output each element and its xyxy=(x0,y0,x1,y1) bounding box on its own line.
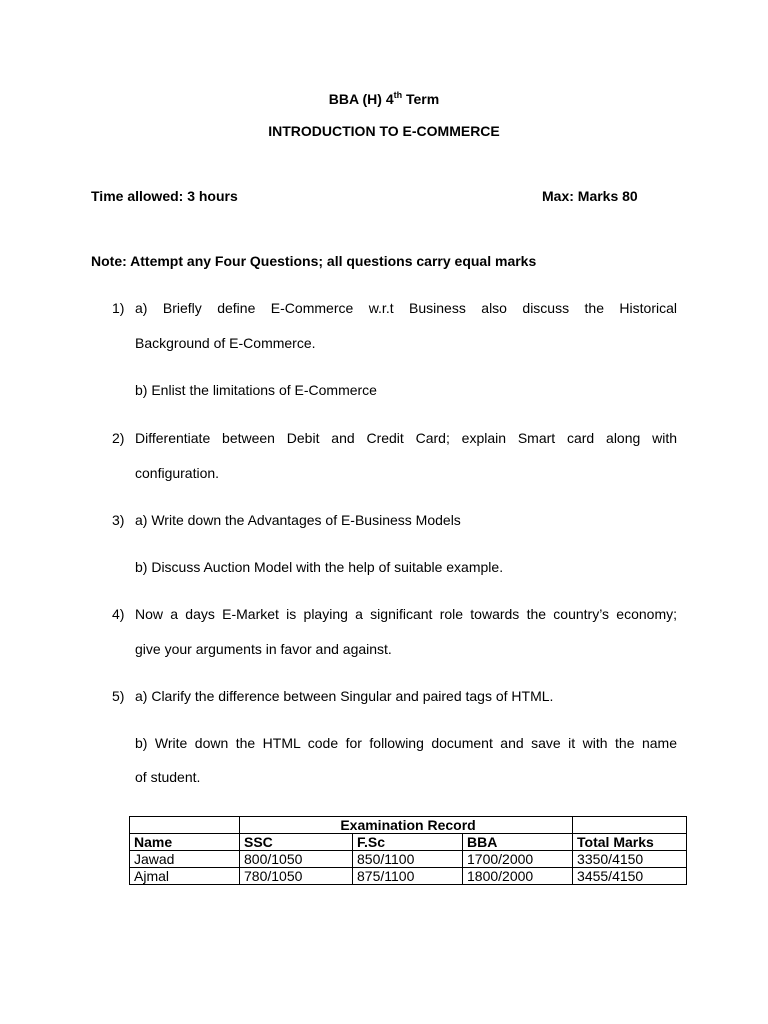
table-cell: 800/1050 xyxy=(240,851,353,868)
question-5b-line-2: of student. xyxy=(135,769,201,785)
course-superscript: th xyxy=(393,90,403,100)
table-header-cell: Total Marks xyxy=(573,834,687,851)
question-3b: b) Discuss Auction Model with the help of suitable example. xyxy=(135,559,504,575)
table-row xyxy=(130,851,687,868)
table-cell: 1700/2000 xyxy=(463,851,573,868)
question-5b-line-1: b) Write down the HTML code for following document and save it with the name xyxy=(135,735,677,751)
table-caption: Examination Record xyxy=(240,817,573,834)
question-1-number: 1) xyxy=(112,300,125,316)
table-cell: 3455/4150 xyxy=(573,868,687,885)
question-3a: a) Write down the Advantages of E-Business Models xyxy=(135,512,461,528)
table-caption-blank-cell xyxy=(573,817,687,834)
question-4-line-2: give your arguments in favor and against. xyxy=(135,641,392,657)
table-cell: 1800/2000 xyxy=(463,868,573,885)
question-5-number: 5) xyxy=(112,688,125,704)
table-caption-row xyxy=(130,817,687,834)
table-header-cell: F.Sc xyxy=(353,834,463,851)
table-cell: 875/1100 xyxy=(353,868,463,885)
question-1b: b) Enlist the limitations of E-Commerce xyxy=(135,382,377,398)
table-caption-blank-cell xyxy=(130,817,240,834)
question-1a-line-2: Background of E-Commerce. xyxy=(135,335,316,351)
table-header-cell: BBA xyxy=(463,834,573,851)
table-header-row xyxy=(130,834,687,851)
instructions-note: Note: Attempt any Four Questions; all questions carry equal marks xyxy=(91,253,537,269)
course-prefix: BBA (H) 4 xyxy=(328,91,394,107)
table-cell: 850/1100 xyxy=(353,851,463,868)
table-cell: 3350/4150 xyxy=(573,851,687,868)
max-marks: Max: Marks 80 xyxy=(542,188,638,204)
subject-title: INTRODUCTION TO E-COMMERCE xyxy=(268,123,500,139)
table-row xyxy=(130,868,687,885)
question-3-number: 3) xyxy=(112,512,125,528)
examination-record-table xyxy=(129,816,687,885)
table-cell: Ajmal xyxy=(130,868,240,885)
question-2-number: 2) xyxy=(112,430,125,446)
question-4-line-1: Now a days E-Market is playing a significant role towards the country’s economy; xyxy=(135,606,677,622)
table-header-cell: Name xyxy=(130,834,240,851)
question-1a-line-1: a) Briefly define E-Commerce w.r.t Business also discuss the Historical xyxy=(135,300,677,316)
table-cell: 780/1050 xyxy=(240,868,353,885)
question-4-number: 4) xyxy=(112,606,125,622)
question-5a: a) Clarify the difference between Singular and paired tags of HTML. xyxy=(135,688,554,704)
question-2-line-2: configuration. xyxy=(135,465,220,481)
course-suffix: Term xyxy=(402,91,440,107)
table-cell: Jawad xyxy=(130,851,240,868)
table-header-cell: SSC xyxy=(240,834,353,851)
course-heading xyxy=(0,91,768,107)
time-allowed: Time allowed: 3 hours xyxy=(91,188,238,204)
question-2-line-1: Differentiate between Debit and Credit Card; explain Smart card along with xyxy=(135,430,677,446)
